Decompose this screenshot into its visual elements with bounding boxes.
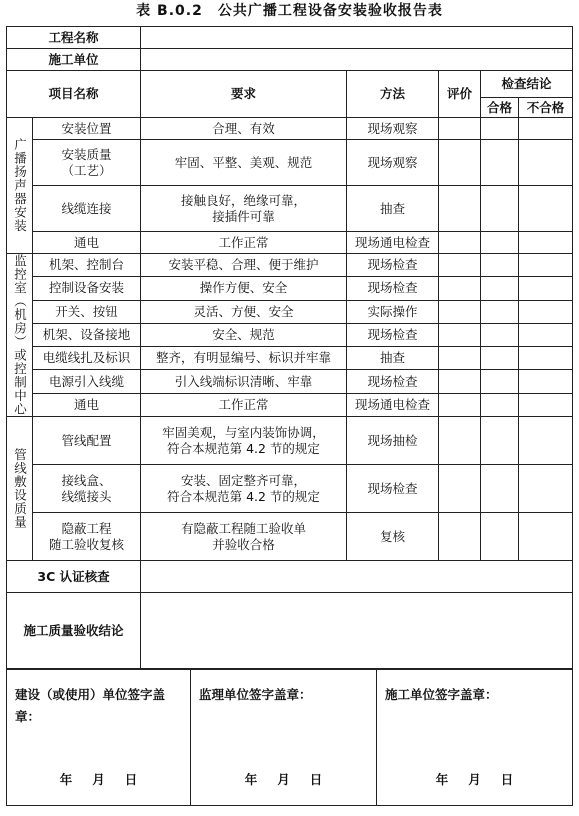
row-pass[interactable] xyxy=(481,417,519,465)
row-pass[interactable] xyxy=(481,186,519,232)
row-requirement: 工作正常 xyxy=(141,393,347,416)
row-pass[interactable] xyxy=(481,254,519,277)
row-pass[interactable] xyxy=(481,465,519,513)
row-fail[interactable] xyxy=(519,254,573,277)
header-evaluation: 评价 xyxy=(439,71,481,118)
year-label: 年 xyxy=(244,772,258,787)
row-item: 安装位置 xyxy=(33,118,141,140)
row-fail[interactable] xyxy=(519,347,573,370)
owner-signature[interactable] xyxy=(7,670,191,806)
row-pass[interactable] xyxy=(481,370,519,393)
row-evaluation[interactable] xyxy=(439,347,481,370)
construction-unit-label: 施工单位 xyxy=(7,49,141,71)
row-requirement: 引入线端标识清晰、牢靠 xyxy=(141,370,347,393)
row-requirement: 有隐蔽工程随工验收单 并验收合格 xyxy=(141,513,347,561)
row-requirement: 安装、固定整齐可靠， 符合本规范第 4.2 节的规定 xyxy=(141,465,347,513)
row-method: 现场检查 xyxy=(347,323,439,346)
row-evaluation[interactable] xyxy=(439,300,481,323)
row-method: 复核 xyxy=(347,513,439,561)
row-item: 开关、按钮 xyxy=(33,300,141,323)
day-label: 日 xyxy=(124,772,138,787)
row-method: 现场抽检 xyxy=(347,417,439,465)
row-method: 现场检查 xyxy=(347,277,439,300)
row-requirement: 牢固、平整、美观、规范 xyxy=(141,140,347,186)
row-fail[interactable] xyxy=(519,232,573,254)
cert-value[interactable] xyxy=(141,561,573,593)
row-evaluation[interactable] xyxy=(439,277,481,300)
row-item: 机架、设备接地 xyxy=(33,323,141,346)
row-pass[interactable] xyxy=(481,323,519,346)
row-requirement: 合理、有效 xyxy=(141,118,347,140)
table-row xyxy=(7,513,573,561)
row-item: 隐蔽工程 随工验收复核 xyxy=(33,513,141,561)
row-method: 抽查 xyxy=(347,186,439,232)
table-row xyxy=(7,417,573,465)
row-evaluation[interactable] xyxy=(439,232,481,254)
row-fail[interactable] xyxy=(519,186,573,232)
row-pass[interactable] xyxy=(481,513,519,561)
table-row xyxy=(7,465,573,513)
row-fail[interactable] xyxy=(519,417,573,465)
year-label: 年 xyxy=(435,772,449,787)
row-requirement: 接触良好，绝缘可靠， 接插件可靠 xyxy=(141,186,347,232)
row-requirement: 操作方便、安全 xyxy=(141,277,347,300)
row-pass[interactable] xyxy=(481,347,519,370)
row-method: 现场检查 xyxy=(347,370,439,393)
month-label: 月 xyxy=(92,772,105,787)
day-label: 日 xyxy=(500,772,514,787)
table-row xyxy=(7,393,573,416)
row-evaluation[interactable] xyxy=(439,140,481,186)
row-evaluation[interactable] xyxy=(439,118,481,140)
table-title: 表 B.0.2 公共广播工程设备安装验收报告表 xyxy=(136,3,443,19)
row-method: 现场检查 xyxy=(347,254,439,277)
year-label: 年 xyxy=(59,772,73,787)
row-requirement: 牢固美观，与室内装饰协调， 符合本规范第 4.2 节的规定 xyxy=(141,417,347,465)
table-row xyxy=(7,347,573,370)
row-method: 现场检查 xyxy=(347,465,439,513)
row-evaluation[interactable] xyxy=(439,370,481,393)
row-method: 抽查 xyxy=(347,347,439,370)
row-requirement: 安装平稳、合理、便于维护 xyxy=(141,254,347,277)
project-name-label: 工程名称 xyxy=(7,27,141,49)
table-row xyxy=(7,232,573,254)
month-label: 月 xyxy=(468,772,481,787)
row-fail[interactable] xyxy=(519,140,573,186)
row-pass[interactable] xyxy=(481,140,519,186)
month-label: 月 xyxy=(277,772,290,787)
row-fail[interactable] xyxy=(519,300,573,323)
supervisor-signature-label: 监理单位签字盖章： xyxy=(199,687,312,702)
row-evaluation[interactable] xyxy=(439,323,481,346)
table-row xyxy=(7,186,573,232)
row-method: 现场通电检查 xyxy=(347,393,439,416)
row-method: 现场通电检查 xyxy=(347,232,439,254)
row-item: 机架、控制台 xyxy=(33,254,141,277)
table-row xyxy=(7,300,573,323)
row-method: 现场观察 xyxy=(347,140,439,186)
cert-label: 3C 认证核查 xyxy=(7,561,141,593)
row-pass[interactable] xyxy=(481,232,519,254)
row-requirement: 安全、规范 xyxy=(141,323,347,346)
table-row xyxy=(7,277,573,300)
row-fail[interactable] xyxy=(519,118,573,140)
row-requirement: 灵活、方便、安全 xyxy=(141,300,347,323)
row-requirement: 整齐，有明显编号、标识并牢靠 xyxy=(141,347,347,370)
row-method: 现场观察 xyxy=(347,118,439,140)
row-item: 通电 xyxy=(33,232,141,254)
row-item: 电缆线扎及标识 xyxy=(33,347,141,370)
row-method: 实际操作 xyxy=(347,300,439,323)
row-fail[interactable] xyxy=(519,277,573,300)
owner-date xyxy=(7,769,190,791)
project-name-value[interactable] xyxy=(141,27,573,49)
row-fail[interactable] xyxy=(519,393,573,416)
contractor-date xyxy=(377,769,572,791)
row-item: 接线盒、 线缆接头 xyxy=(33,465,141,513)
contractor-signature[interactable] xyxy=(377,670,573,806)
row-item: 安装质量 （工艺） xyxy=(33,140,141,186)
row-item: 线缆连接 xyxy=(33,186,141,232)
row-pass[interactable] xyxy=(481,300,519,323)
table-row xyxy=(7,140,573,186)
supervisor-signature[interactable] xyxy=(191,670,377,806)
table-row xyxy=(7,118,573,140)
row-item: 通电 xyxy=(33,393,141,416)
row-pass[interactable] xyxy=(481,118,519,140)
construction-unit-value[interactable] xyxy=(141,49,573,71)
row-pass[interactable] xyxy=(481,393,519,416)
conclusion-label: 施工质量验收结论 xyxy=(7,593,141,669)
row-evaluation[interactable] xyxy=(439,417,481,465)
header-method: 方法 xyxy=(347,71,439,118)
header-pass: 合格 xyxy=(481,98,519,118)
header-item: 项目名称 xyxy=(7,71,141,118)
row-item: 电源引入线缆 xyxy=(33,370,141,393)
group-label: 管线敷设质量 xyxy=(7,417,33,561)
report-table xyxy=(6,26,572,806)
row-evaluation[interactable] xyxy=(439,465,481,513)
contractor-signature-label: 施工单位签字盖章： xyxy=(385,687,498,702)
row-fail[interactable] xyxy=(519,513,573,561)
row-evaluation[interactable] xyxy=(439,254,481,277)
row-item: 控制设备安装 xyxy=(33,277,141,300)
row-fail[interactable] xyxy=(519,465,573,513)
row-evaluation[interactable] xyxy=(439,393,481,416)
table-row xyxy=(7,254,573,277)
table-row xyxy=(7,370,573,393)
supervisor-date xyxy=(191,769,376,791)
row-evaluation[interactable] xyxy=(439,186,481,232)
conclusion-value[interactable] xyxy=(141,593,573,669)
owner-signature-label: 建设（或使用）单位签字盖章： xyxy=(15,687,166,724)
header-requirement: 要求 xyxy=(141,71,347,118)
table-row xyxy=(7,323,573,346)
row-pass[interactable] xyxy=(481,277,519,300)
row-requirement: 工作正常 xyxy=(141,232,347,254)
group-label: 监控室（机房）或控制中心 xyxy=(7,254,33,417)
row-fail[interactable] xyxy=(519,323,573,346)
day-label: 日 xyxy=(309,772,323,787)
row-item: 管线配置 xyxy=(33,417,141,465)
header-fail: 不合格 xyxy=(519,98,573,118)
row-fail[interactable] xyxy=(519,370,573,393)
inspection-rows xyxy=(7,118,573,561)
row-evaluation[interactable] xyxy=(439,513,481,561)
header-conclusion: 检查结论 xyxy=(481,71,573,98)
group-label: 广播扬声器安装 xyxy=(7,118,33,254)
